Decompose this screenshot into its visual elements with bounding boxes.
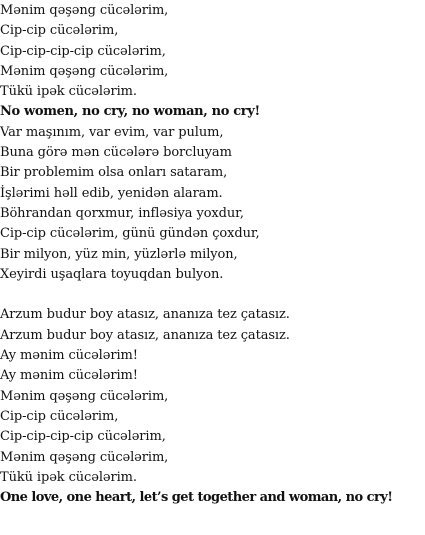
poem-line-14: Xeyirdi uşaqlara toyuqdan bulyon. <box>0 266 224 282</box>
poem-line-20: Cip-cip cücələrim, <box>0 408 119 424</box>
poem-line-15: Arzum budur boy atasız, ananıza tez çatasız. <box>0 307 290 323</box>
poem-line-3: Cip-cip-cip-cip cücələrim, <box>0 43 166 59</box>
poem-line-12: Cip-cip cücələrim, günü gündən çoxdur, <box>0 226 260 242</box>
stanza-2 <box>0 305 425 508</box>
poem-line-5: Tükü ipək cücələrim. <box>0 84 137 100</box>
poem-line-18: Ay mənim cücələrim! <box>0 368 138 384</box>
poem-line-19: Mənim qəşəng cücələrim, <box>0 388 169 404</box>
poem-line-4: Mənim qəşəng cücələrim, <box>0 63 169 79</box>
poem-text <box>0 1 425 508</box>
poem-line-10: İşlərimi həll edib, yenidən alaram. <box>0 185 223 201</box>
poem-line-7: Var maşınım, var evim, var pulum, <box>0 124 224 140</box>
poem-line-11: Böhrandan qorxmur, infləsiya yoxdur, <box>0 205 244 221</box>
poem-line-9: Bir problemim olsa onları sataram, <box>0 165 228 181</box>
poem-line-8: Buna görə mən cücələrə borcluyam <box>0 145 232 161</box>
poem-line-16: Arzum budur boy atasız, ananıza tez çatasız. <box>0 327 290 343</box>
stanza-1 <box>0 1 425 285</box>
poem-line-1: Mənim qəşəng cücələrim, <box>0 3 169 18</box>
poem-line-17: Ay mənim cücələrim! <box>0 348 138 364</box>
poem-line-22: Mənim qəşəng cücələrim, <box>0 449 169 465</box>
poem-line-21: Cip-cip-cip-cip cücələrim, <box>0 429 166 445</box>
poem-line-13: Bir milyon, yüz min, yüzlərlə milyon, <box>0 246 238 262</box>
poem-line-23: Tükü ipək cücələrim. <box>0 469 137 485</box>
stanza-break <box>0 285 425 305</box>
poem-line-6-refrain: No women, no cry, no woman, no cry! <box>0 104 260 120</box>
poem-line-2: Cip-cip cücələrim, <box>0 23 119 39</box>
poem-line-24-refrain: One love, one heart, let’s get together and woman, no cry! <box>0 490 393 506</box>
